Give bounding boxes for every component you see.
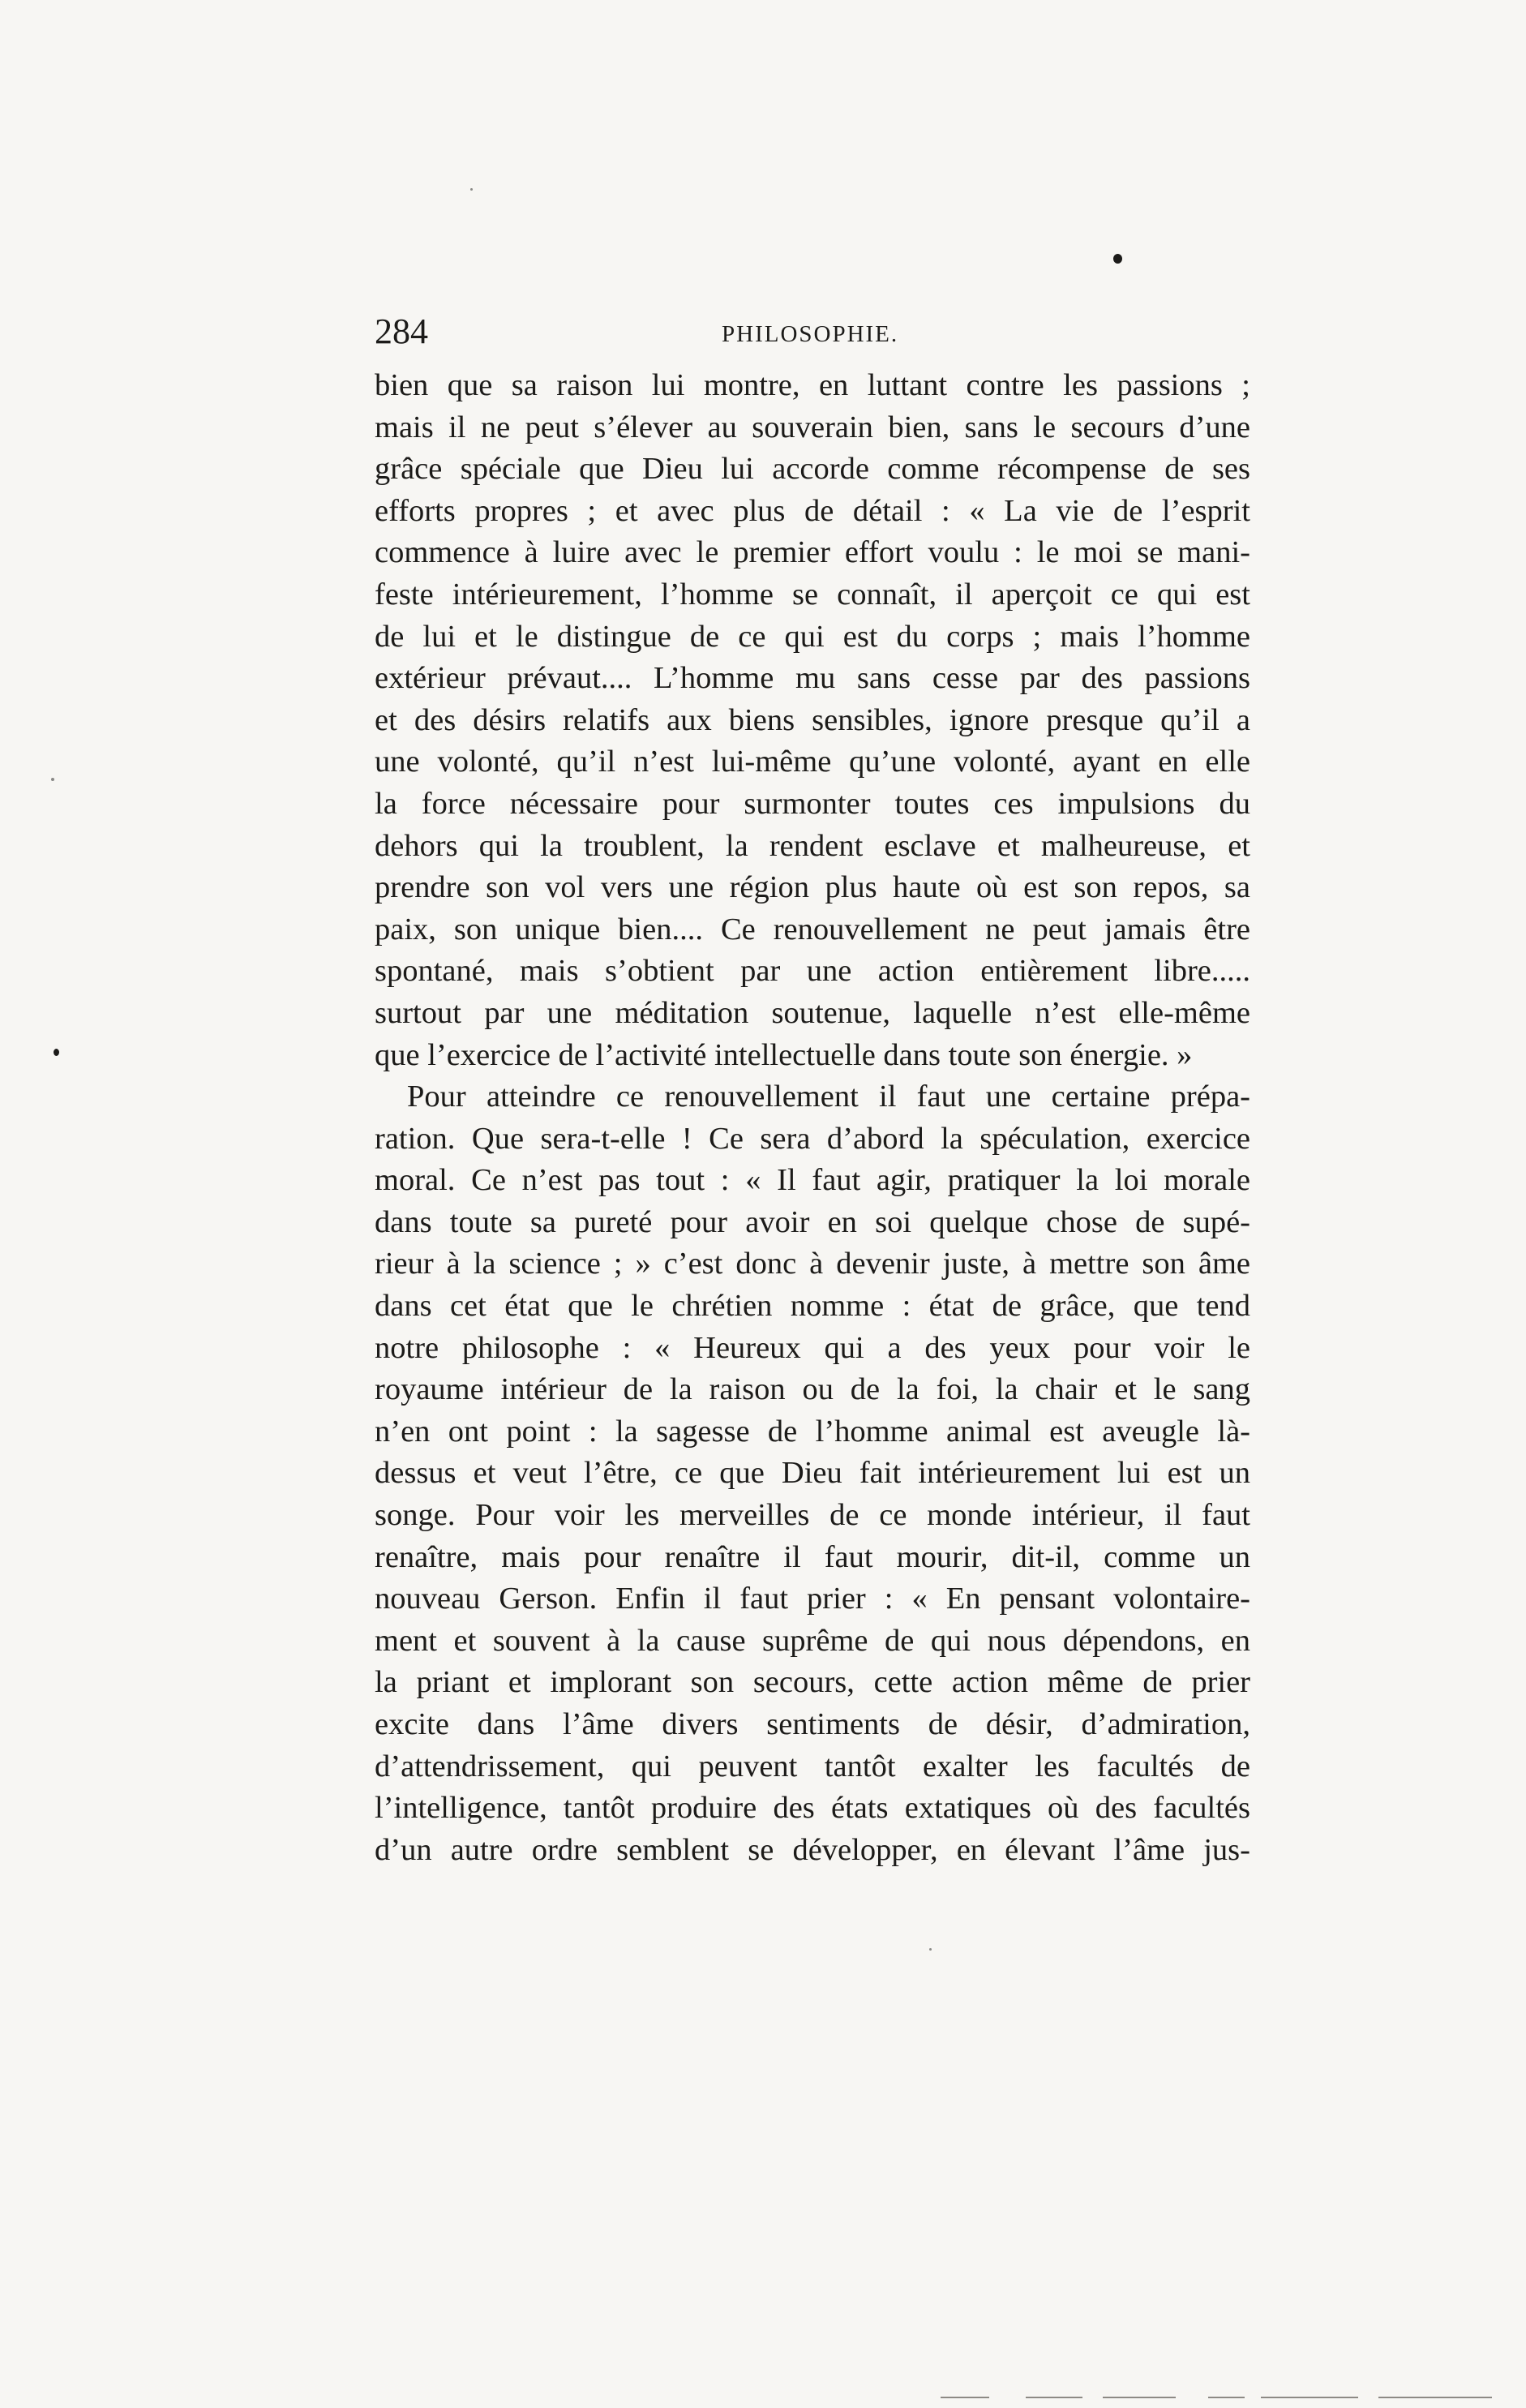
text-line: notre philosophe : « Heureux qui a des yeux pour voir le	[375, 1330, 1250, 1365]
text-line: que l’exercice de l’activité intellectuelle dans toute son énergie. »	[375, 1037, 1193, 1072]
text-line: une volonté, qu’il n’est lui-même qu’une volonté, ayant en elle	[375, 745, 1250, 779]
text-line: d’attendrissement, qui peuvent tantôt exalter les facultés de	[375, 1749, 1250, 1783]
text-line: surtout par une méditation soutenue, laquelle n’est elle-même	[375, 995, 1250, 1030]
body-text	[375, 365, 1250, 1871]
scan-edge-line	[1208, 2397, 1245, 2398]
page-header	[375, 308, 1250, 357]
text-line: et des désirs relatifs aux biens sensibles, ignore presque qu’il a	[375, 702, 1250, 737]
text-line: ration. Que sera-t-elle ! Ce sera d’abord la spéculation, exercice	[375, 1121, 1250, 1156]
ink-speck	[1113, 254, 1122, 264]
ink-speck	[51, 778, 54, 781]
text-line: d’un autre ordre semblent se développer, en élevant l’âme jus-	[375, 1832, 1250, 1867]
text-line: grâce spéciale que Dieu lui accorde comme récompense de ses	[375, 452, 1250, 487]
ink-speck	[54, 1049, 59, 1056]
text-line: la force nécessaire pour surmonter toutes ces impulsions du	[375, 786, 1250, 821]
text-line: extérieur prévaut.... L’homme mu sans cesse par des passions	[375, 661, 1250, 696]
text-line: prendre son vol vers une région plus haute où est son repos, sa	[375, 870, 1250, 905]
page-number: 284	[375, 311, 428, 351]
text-line: commence à luire avec le premier effort voulu : le moi se mani-	[375, 535, 1250, 570]
text-line: moral. Ce n’est pas tout : « Il faut agir, pratiquer la loi morale	[375, 1163, 1250, 1198]
scan-edge-line	[1378, 2397, 1492, 2398]
running-head: PHILOSOPHIE.	[722, 321, 899, 347]
text-line: ment et souvent à la cause suprême de qui nous dépendons, en	[375, 1623, 1250, 1658]
text-line: dehors qui la troublent, la rendent esclave et malheureuse, et	[375, 828, 1250, 863]
text-line: la priant et implorant son secours, cette action même de prier	[375, 1665, 1250, 1700]
text-line: songe. Pour voir les merveilles de ce monde intérieur, il faut	[375, 1498, 1250, 1533]
ink-speck	[470, 188, 473, 191]
text-line: l’intelligence, tantôt produire des états extatiques où des facultés	[375, 1791, 1250, 1826]
text-line: bien que sa raison lui montre, en luttant contre les passions ;	[375, 368, 1250, 402]
text-line: Pour atteindre ce renouvellement il faut une certaine prépa-	[407, 1080, 1250, 1114]
text-line: feste intérieurement, l’homme se connaît, il aperçoit ce qui est	[375, 577, 1250, 612]
text-line: spontané, mais s’obtient par une action entièrement libre.....	[375, 954, 1250, 989]
scan-edge-line	[1261, 2397, 1358, 2398]
text-line: excite dans l’âme divers sentiments de désir, d’admiration,	[375, 1707, 1250, 1741]
text-line: paix, son unique bien.... Ce renouvellement ne peut jamais être	[375, 912, 1250, 946]
text-line: renaître, mais pour renaître il faut mourir, dit-il, comme un	[375, 1539, 1250, 1574]
text-line: dans toute sa pureté pour avoir en soi quelque chose de supé-	[375, 1204, 1250, 1239]
text-line: royaume intérieur de la raison ou de la foi, la chair et le sang	[375, 1372, 1250, 1407]
text-line: efforts propres ; et avec plus de détail : « La vie de l’esprit	[375, 493, 1250, 528]
scan-edge-line	[941, 2397, 989, 2398]
text-line: dessus et veut l’être, ce que Dieu fait intérieurement lui est un	[375, 1456, 1250, 1491]
scan-edge-line	[1026, 2397, 1082, 2398]
scan-edge-line	[1103, 2397, 1176, 2398]
text-line: dans cet état que le chrétien nomme : état de grâce, que tend	[375, 1289, 1250, 1324]
text-line: n’en ont point : la sagesse de l’homme animal est aveugle là-	[375, 1414, 1250, 1449]
text-line: de lui et le distingue de ce qui est du corps ; mais l’homme	[375, 619, 1250, 654]
text-line: rieur à la science ; » c’est donc à devenir juste, à mettre son âme	[375, 1247, 1250, 1281]
text-line: mais il ne peut s’élever au souverain bien, sans le secours d’une	[375, 410, 1250, 444]
ink-speck	[929, 1948, 932, 1951]
text-line: nouveau Gerson. Enfin il faut prier : « En pensant volontaire-	[375, 1582, 1250, 1616]
